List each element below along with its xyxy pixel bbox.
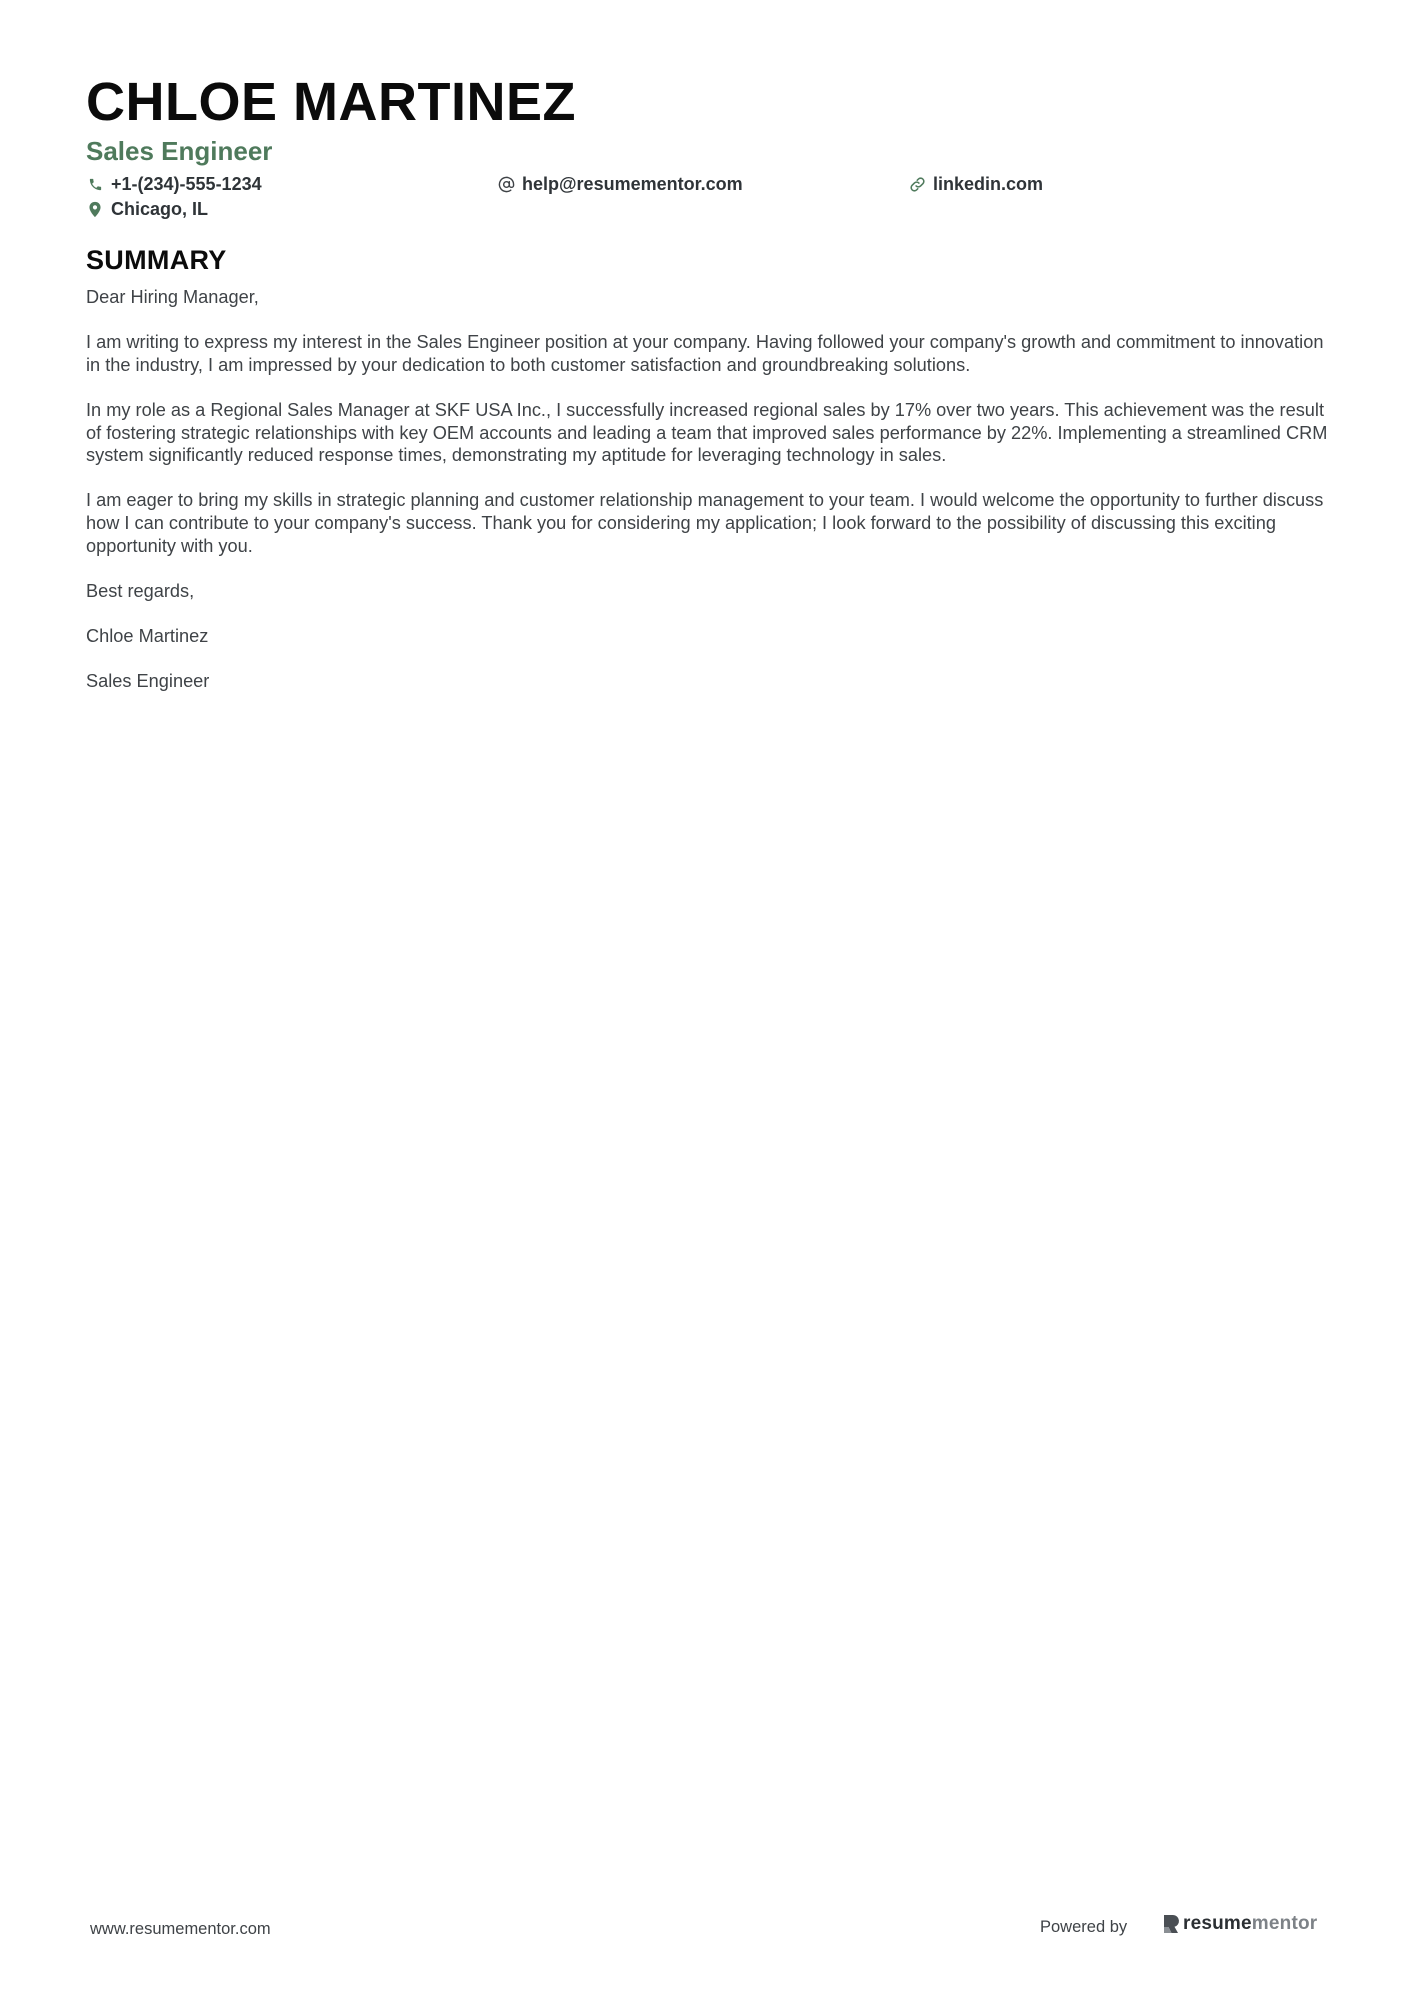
brand-word-mentor: mentor [1251,1913,1318,1934]
signature-name: Chloe Martinez [86,625,209,646]
location-text: Chicago, IL [111,199,209,219]
contact-link[interactable] [908,172,1043,196]
phone-icon [86,175,104,193]
contact-location [86,197,208,221]
header [86,70,1326,222]
brand-word-resume: resume [1183,1913,1252,1934]
contact-info [86,172,1326,222]
paragraph: I am writing to express my interest in the Sales Engineer position at your company. Having followed your company's growth and commitment to innovation in the industry, I am impressed by your dedication to both customer satisfaction and groundbreaking solutions. [86,332,1324,375]
contact-phone [86,172,262,196]
at-icon [497,175,515,193]
link-icon [908,175,926,193]
section-title-summary: SUMMARY [86,245,227,275]
brand-mark-icon [1162,1913,1180,1935]
candidate-name: CHLOE MARTINEZ [86,72,576,132]
brand-logo[interactable] [1162,1911,1317,1937]
closing: Best regards, [86,580,195,601]
job-title: Sales Engineer [86,136,273,166]
paragraph: I am eager to bring my skills in strategic planning and customer relationship management to your team. I would welcome the opportunity to further discuss how I can contribute to your company's success. Thank you for considering my application; I look forward to the possibility of discussing this exciting opportunity with you. [86,490,1324,556]
signature-title: Sales Engineer [86,671,210,692]
paragraph: In my role as a Regional Sales Manager at SKF USA Inc., I successfully increased regional sales by 17% over two years. This achievement was the result of fostering strategic relationships with key OEM accounts and leading a team that improved sales performance by 22%. Implementing a streamlined CRM system significantly reduced response times, demonstrating my aptitude for leveraging technology in sales. [86,399,1328,466]
greeting: Dear Hiring Manager, [86,287,259,307]
footer-url[interactable]: www.resumementor.com [90,1920,271,1938]
letter-body [86,286,1331,715]
map-pin-icon [86,200,104,218]
link-text[interactable]: linkedin.com [933,174,1044,194]
powered-by-label: Powered by [1040,1918,1128,1936]
contact-email[interactable] [497,172,743,196]
phone-text: +1-(234)-555-1234 [111,174,262,194]
email-text[interactable]: help@resumementor.com [522,174,743,194]
